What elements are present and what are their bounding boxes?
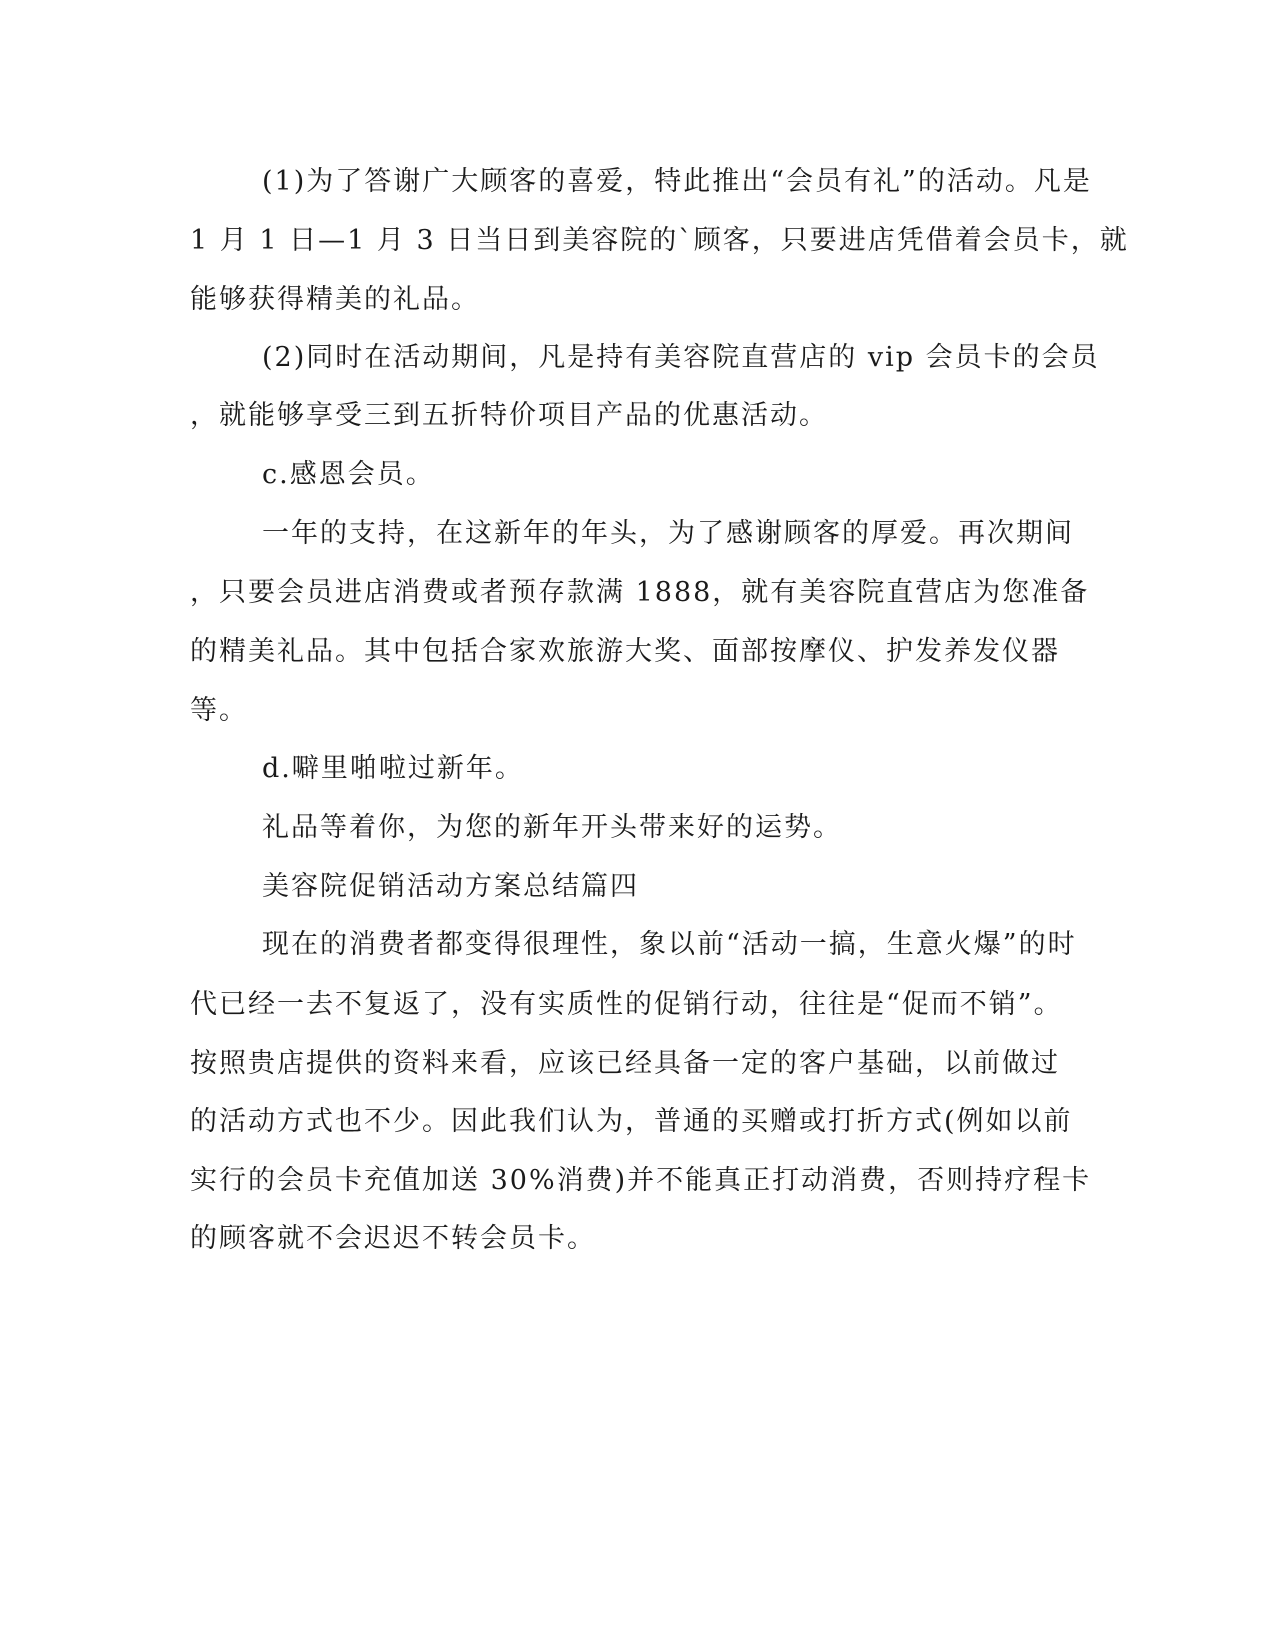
section-title: 美容院促销活动方案总结篇四 <box>262 871 639 902</box>
paragraph-line: ，就能够享受三到五折特价项目产品的优惠活动。 <box>190 400 828 431</box>
paragraph-line: 的顾客就不会迟迟不转会员卡。 <box>190 1223 596 1254</box>
paragraph-line: 礼品等着你，为您的新年开头带来好的运势。 <box>262 812 842 843</box>
paragraph-line: 等。 <box>190 695 248 726</box>
paragraph-line: (2)同时在活动期间，凡是持有美容院直营店的 vip 会员卡的会员 <box>262 342 1100 373</box>
paragraph-line: 一年的支持，在这新年的年头，为了感谢顾客的厚爱。再次期间 <box>262 518 1074 549</box>
paragraph-line: 的活动方式也不少。因此我们认为，普通的买赠或打折方式(例如以前 <box>190 1106 1073 1137</box>
paragraph-line: 实行的会员卡充值加送 30%消费)并不能真正打动消费，否则持疗程卡 <box>190 1165 1092 1196</box>
section-heading: c.感恩会员。 <box>262 459 435 490</box>
paragraph-line: 的精美礼品。其中包括合家欢旅游大奖、面部按摩仪、护发养发仪器 <box>190 636 1060 667</box>
paragraph-line: 代已经一去不复返了，没有实质性的促销行动，往往是“促而不销”。 <box>190 989 1063 1020</box>
paragraph-line: 现在的消费者都变得很理性，象以前“活动一搞，生意火爆”的时 <box>262 929 1077 960</box>
paragraph-line: ，只要会员进店消费或者预存款满 1888，就有美容院直营店为您准备 <box>190 577 1090 608</box>
section-heading: d.噼里啪啦过新年。 <box>262 753 524 784</box>
paragraph-line: (1)为了答谢广大顾客的喜爱，特此推出“会员有礼”的活动。凡是 <box>262 166 1092 197</box>
paragraph-line: 1 月 1 日—1 月 3 日当日到美容院的`顾客，只要进店凭借着会员卡，就 <box>190 225 1129 256</box>
paragraph-line: 按照贵店提供的资料来看，应该已经具备一定的客户基础，以前做过 <box>190 1048 1060 1079</box>
paragraph-line: 能够获得精美的礼品。 <box>190 284 480 315</box>
